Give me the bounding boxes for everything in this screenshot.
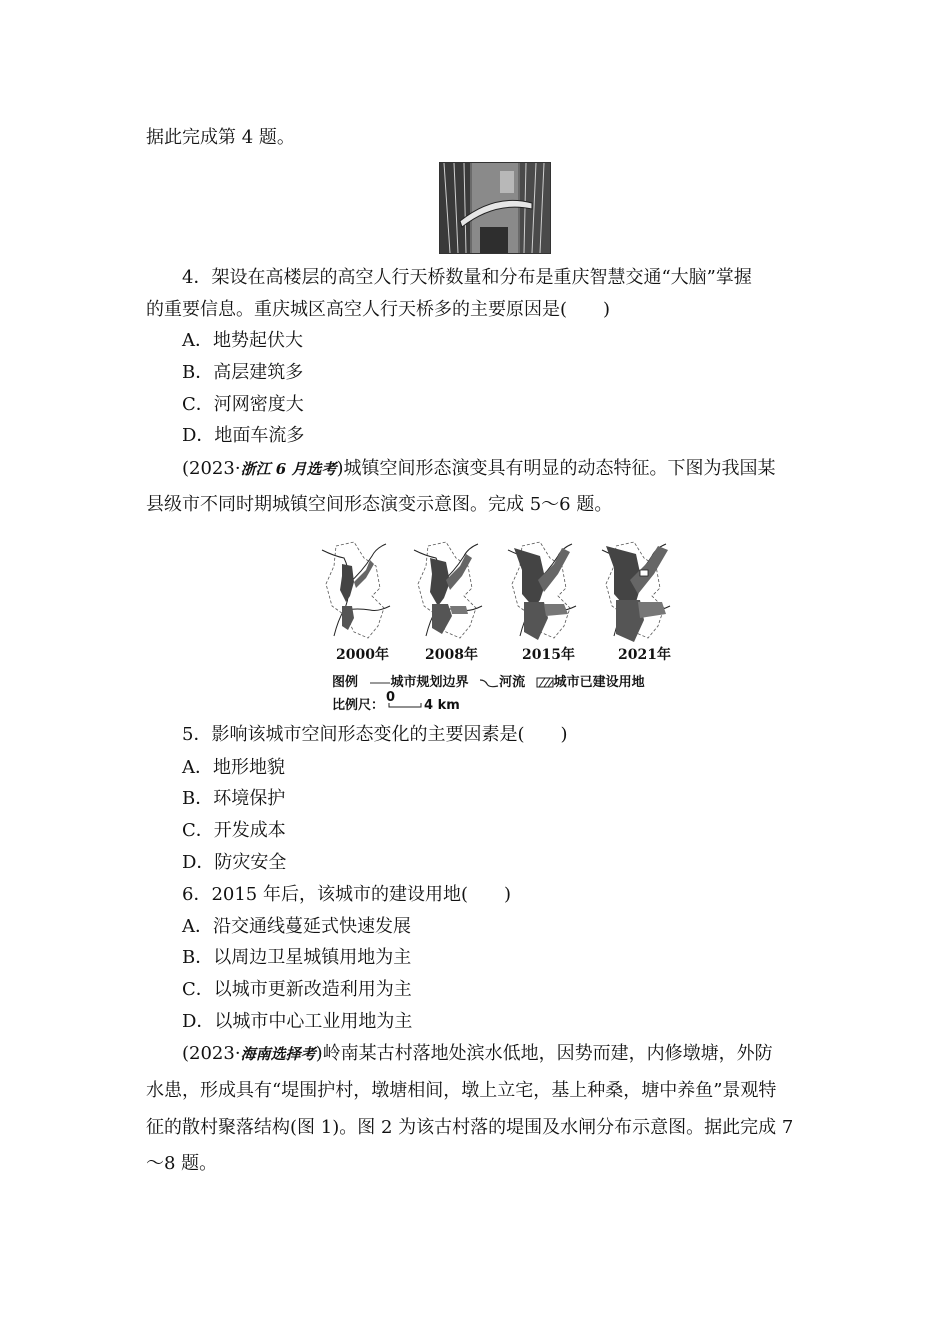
passage56-text: )城镇空间形态演变具有明显的动态特征。下图为我国某 xyxy=(336,458,776,479)
figure-legend xyxy=(332,671,645,690)
source-open-2: (2023· xyxy=(182,1043,241,1064)
q5-option-d: D．防灾安全 xyxy=(182,852,287,873)
legend-title: 图例 xyxy=(332,675,359,690)
scale-value: 4 km xyxy=(424,698,460,713)
source-open: (2023· xyxy=(182,458,241,479)
scale-label: 比例尺： xyxy=(332,698,385,713)
passage78-line2: 水患，形成具有“堤围护村，墩塘相间，墩上立宅，基上种桑，塘中养鱼”景观特 xyxy=(146,1080,777,1101)
passage56-line1 xyxy=(182,457,775,481)
scale-bar xyxy=(384,690,424,710)
scale-zero: 0 xyxy=(386,690,396,705)
map-2021 xyxy=(602,542,670,642)
q5-stem: 5．影响该城市空间形态变化的主要因素是( ) xyxy=(182,724,568,745)
passage78-line1 xyxy=(182,1042,773,1066)
q5-option-a: A．地形地貌 xyxy=(182,757,285,778)
q5-option-c: C．开发成本 xyxy=(182,820,286,841)
passage56-line2: 县级市不同时期城镇空间形态演变示意图。完成 5～6 题。 xyxy=(146,494,613,515)
q6-stem: 6．2015 年后，该城市的建设用地( ) xyxy=(182,884,512,905)
map-2008 xyxy=(414,542,482,638)
map-2015 xyxy=(508,542,576,640)
legend-boundary: 城市规划边界 xyxy=(390,675,469,690)
boundary-line-icon xyxy=(369,678,391,688)
passage78-line4: ～8 题。 xyxy=(146,1153,218,1174)
q4-stem-line2: 的重要信息。重庆城区高空人行天桥多的主要原因是( ) xyxy=(146,299,611,320)
q6-option-d: D．以城市中心工业用地为主 xyxy=(182,1011,413,1032)
urban-form-figure xyxy=(314,536,694,712)
river-icon xyxy=(479,677,499,689)
passage78-text: )岭南某古村落地处滨水低地，因势而建，内修墩塘，外防 xyxy=(315,1043,773,1064)
year-label-2008: 2008年 xyxy=(425,647,478,663)
legend-river: 河流 xyxy=(499,675,526,690)
intro-text: 据此完成第 4 题。 xyxy=(146,127,295,148)
passage78-line3: 征的散村聚落结构(图 1)。图 2 为该古村落的堤围及水闸分布示意图。据此完成 7 xyxy=(146,1117,794,1138)
year-label-2000: 2000年 xyxy=(336,647,389,663)
built-land-icon xyxy=(536,677,554,688)
legend-built: 城市已建设用地 xyxy=(553,675,645,690)
q6-option-c: C．以城市更新改造利用为主 xyxy=(182,979,412,1000)
q4-option-a: A．地势起伏大 xyxy=(182,330,303,351)
year-label-2015: 2015年 xyxy=(522,647,575,663)
source-tag: 浙江 6 月选考 xyxy=(240,460,337,478)
q4-option-c: C．河网密度大 xyxy=(182,394,304,415)
urban-form-maps xyxy=(314,536,694,648)
map-2000 xyxy=(322,542,390,638)
skybridge-photo xyxy=(439,162,551,254)
figure-scale xyxy=(332,690,460,713)
q6-option-b: B．以周边卫星城镇用地为主 xyxy=(182,947,412,968)
q5-option-b: B．环境保护 xyxy=(182,788,286,809)
q6-option-a: A．沿交通线蔓延式快速发展 xyxy=(182,916,411,937)
q4-option-d: D．地面车流多 xyxy=(182,425,305,446)
year-label-2021: 2021年 xyxy=(618,647,671,663)
q4-stem-line1: 4．架设在高楼层的高空人行天桥数量和分布是重庆智慧交通“大脑”掌握 xyxy=(182,267,752,288)
source-tag-2: 海南选择考 xyxy=(240,1045,316,1063)
q4-option-b: B．高层建筑多 xyxy=(182,362,304,383)
